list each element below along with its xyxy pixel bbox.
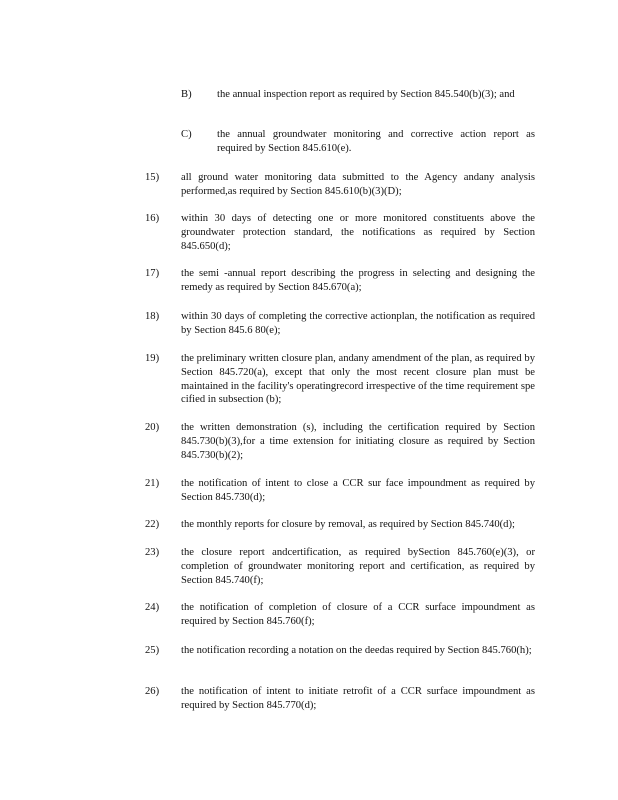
item-text: the closure report andcertification, as required bySection 845.760(e)(3), or completion of groundwater monitoring report and certification, as required by Section 845.740(f); — [181, 547, 535, 586]
item-number: 26) — [145, 686, 160, 697]
item-text: the preliminary written closure plan, andany amendment of the plan, as required by Section 845.720(a), except that only the most recent closure plan must be maintained in the facility's operatingrecord irrespective of the time requirement spe cified in subsection (b); — [181, 353, 535, 406]
item-text: all ground water monitoring data submitted to the Agency andany analysis performed,as required by Section 845.610(b)(3)(D); — [181, 172, 535, 197]
item-text: the notification recording a notation on the deedas required by Section 845.760(h); — [181, 645, 532, 656]
item-number: C) — [181, 129, 192, 140]
item-number: 18) — [145, 311, 160, 322]
item-text: the notification of intent to initiate retrofit of a CCR surface impoundment as required by Section 845.770(d); — [181, 686, 535, 711]
item-number: 21) — [145, 478, 160, 489]
item-number: B) — [181, 89, 192, 100]
item-text: the semi -annual report describing the progress in selecting and designing the remedy as required by Section 845.670(a); — [181, 268, 535, 293]
item-number: 24) — [145, 602, 160, 613]
item-number: 19) — [145, 353, 160, 364]
item-text: the notification of intent to close a CCR sur face impoundment as required by Section 845.730(d); — [181, 478, 535, 503]
item-text: within 30 days of detecting one or more monitored constituents above the groundwater protection standard, the notifications as required by Section 845.650(d); — [181, 213, 535, 252]
item-number: 25) — [145, 645, 160, 656]
item-text: the annual groundwater monitoring and corrective action report as required by Section 845.610(e). — [217, 129, 535, 154]
item-text: the annual inspection report as required by Section 845.540(b)(3); and — [217, 89, 515, 100]
item-number: 17) — [145, 268, 160, 279]
item-number: 22) — [145, 519, 160, 530]
item-text: the notification of completion of closure of a CCR surface impoundment as required by Section 845.760(f); — [181, 602, 535, 627]
item-text: the monthly reports for closure by removal, as required by Section 845.740(d); — [181, 519, 515, 530]
item-text: within 30 days of completing the corrective actionplan, the notification as required by Section 845.6 80(e); — [181, 311, 535, 336]
item-text: the written demonstration (s), including the certification required by Section 845.730(b)(3),for a time extension for initiating closure as required by Section 845.730(b)(2); — [181, 422, 535, 461]
item-number: 16) — [145, 213, 160, 224]
item-number: 23) — [145, 547, 160, 558]
item-number: 20) — [145, 422, 160, 433]
item-number: 15) — [145, 172, 160, 183]
